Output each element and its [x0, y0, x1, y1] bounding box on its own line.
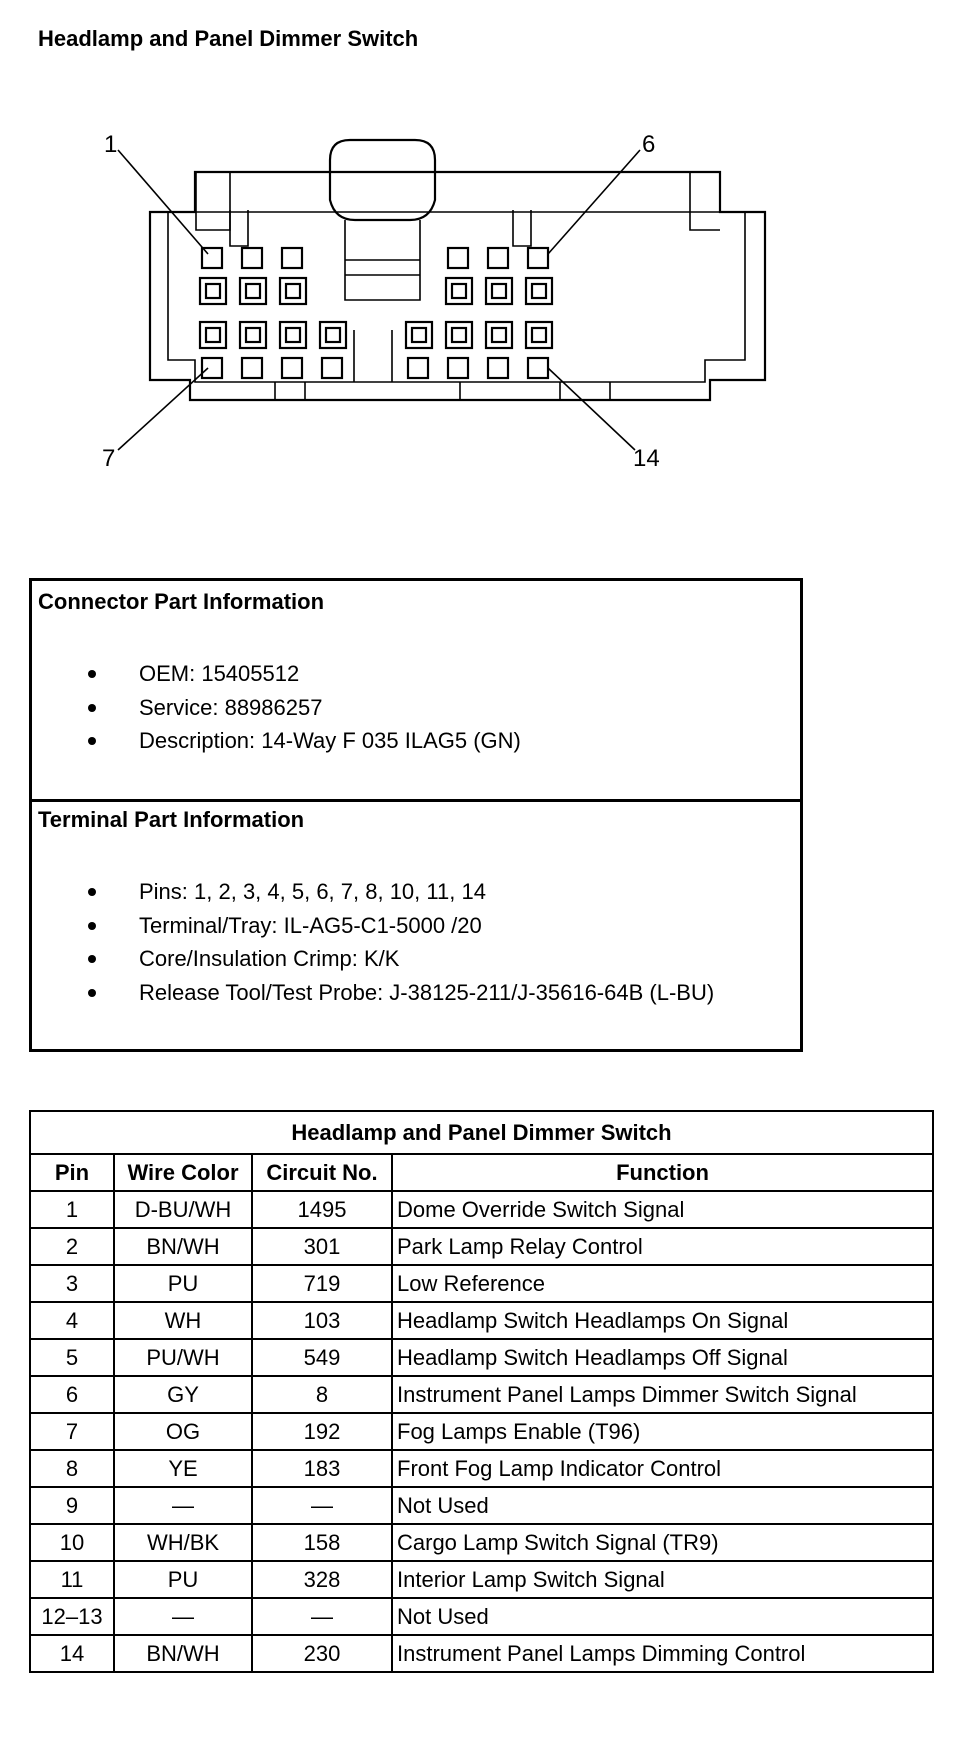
list-item-text: Core/Insulation Crimp: K/K: [139, 946, 400, 971]
bullet-icon: [88, 704, 96, 712]
list-item: [32, 661, 521, 695]
function-cell: Dome Override Switch Signal: [392, 1191, 933, 1228]
bullet-icon: [88, 989, 96, 997]
list-item: [32, 695, 521, 729]
callout-label: 14: [633, 445, 660, 472]
terminal-info-title: Terminal Part Information: [38, 807, 305, 832]
pin-cell: 14: [30, 1635, 114, 1672]
wire-color-cell: OG: [114, 1413, 252, 1450]
pin-cell: 1: [30, 1191, 114, 1228]
column-header: Function: [392, 1154, 933, 1191]
connector-info-section: [32, 581, 800, 802]
table-row: [30, 1302, 933, 1339]
connector-info-list: [32, 661, 521, 762]
table-row: [30, 1524, 933, 1561]
circuit-number-cell: 183: [252, 1450, 392, 1487]
table-row: [30, 1487, 933, 1524]
bullet-icon: [88, 955, 96, 963]
callout-label: 1: [104, 131, 118, 158]
list-item-text: Service: 88986257: [139, 694, 323, 720]
list-item-text: Description: 14-Way F 035 ILAG5 (GN): [139, 728, 521, 753]
function-cell: Park Lamp Relay Control: [392, 1228, 933, 1265]
connector-diagram: [0, 120, 960, 480]
page-title: Headlamp and Panel Dimmer Switch: [38, 26, 419, 51]
circuit-number-cell: 158: [252, 1524, 392, 1561]
function-cell: Instrument Panel Lamps Dimmer Switch Signal: [392, 1376, 933, 1413]
function-cell: Fog Lamps Enable (T96): [392, 1413, 933, 1450]
column-header: Circuit No.: [252, 1154, 392, 1191]
circuit-number-cell: 301: [252, 1228, 392, 1265]
circuit-number-cell: 8: [252, 1376, 392, 1413]
table-row: [30, 1265, 933, 1302]
bullet-icon: [88, 670, 96, 678]
pin-cell: 3: [30, 1265, 114, 1302]
pin-cell: 5: [30, 1339, 114, 1376]
table-row: [30, 1450, 933, 1487]
circuit-number-cell: 328: [252, 1561, 392, 1598]
wire-color-cell: PU: [114, 1561, 252, 1598]
function-cell: Front Fog Lamp Indicator Control: [392, 1450, 933, 1487]
wire-color-cell: PU: [114, 1265, 252, 1302]
list-item: [32, 946, 714, 980]
list-item-text: Pins: 1, 2, 3, 4, 5, 6, 7, 8, 10, 11, 14: [139, 879, 486, 904]
list-item-text: Release Tool/Test Probe: J-38125-211/J-35616-64B (L-BU): [139, 979, 715, 1005]
table-row: [30, 1598, 933, 1635]
table-row: [30, 1635, 933, 1672]
table-row: [30, 1376, 933, 1413]
wire-color-cell: BN/WH: [114, 1635, 252, 1672]
pin-cell: 10: [30, 1524, 114, 1561]
connector-info-title: Connector Part Information: [38, 589, 325, 614]
wire-color-cell: GY: [114, 1376, 252, 1413]
part-info-box: [29, 578, 803, 1052]
pin-cell: 9: [30, 1487, 114, 1524]
pin-cell: 8: [30, 1450, 114, 1487]
circuit-number-cell: 719: [252, 1265, 392, 1302]
list-item: [32, 879, 714, 913]
pin-cell: 7: [30, 1413, 114, 1450]
bullet-icon: [88, 737, 96, 745]
wire-color-cell: YE: [114, 1450, 252, 1487]
pin-cell: 6: [30, 1376, 114, 1413]
wire-color-cell: PU/WH: [114, 1339, 252, 1376]
pinout-table: [29, 1110, 934, 1673]
terminal-info-list: [32, 879, 714, 1013]
terminal-info-section: [32, 799, 800, 1049]
table-header-row: [30, 1154, 933, 1191]
function-cell: Not Used: [392, 1598, 933, 1635]
list-item-text: Terminal/Tray: IL-AG5-C1-5000 /20: [139, 912, 482, 938]
bullet-icon: [88, 888, 96, 896]
circuit-number-cell: 192: [252, 1413, 392, 1450]
list-item: [32, 980, 714, 1014]
table-title: Headlamp and Panel Dimmer Switch: [30, 1111, 933, 1154]
wire-color-cell: —: [114, 1598, 252, 1635]
wire-color-cell: WH: [114, 1302, 252, 1339]
function-cell: Headlamp Switch Headlamps On Signal: [392, 1302, 933, 1339]
circuit-number-cell: —: [252, 1598, 392, 1635]
table-row: [30, 1413, 933, 1450]
table-row: [30, 1191, 933, 1228]
table-row: [30, 1561, 933, 1598]
function-cell: Low Reference: [392, 1265, 933, 1302]
pin-cell: 12–13: [30, 1598, 114, 1635]
circuit-number-cell: 230: [252, 1635, 392, 1672]
pin-cell: 11: [30, 1561, 114, 1598]
pin-cell: 2: [30, 1228, 114, 1265]
wire-color-cell: —: [114, 1487, 252, 1524]
column-header: Pin: [30, 1154, 114, 1191]
function-cell: Instrument Panel Lamps Dimming Control: [392, 1635, 933, 1672]
table-row: [30, 1228, 933, 1265]
function-cell: Headlamp Switch Headlamps Off Signal: [392, 1339, 933, 1376]
wire-color-cell: BN/WH: [114, 1228, 252, 1265]
list-item: [32, 728, 521, 762]
circuit-number-cell: 549: [252, 1339, 392, 1376]
circuit-number-cell: 1495: [252, 1191, 392, 1228]
column-header: Wire Color: [114, 1154, 252, 1191]
list-item-text: OEM: 15405512: [139, 661, 300, 686]
function-cell: Interior Lamp Switch Signal: [392, 1561, 933, 1598]
circuit-number-cell: 103: [252, 1302, 392, 1339]
table-row: [30, 1339, 933, 1376]
callout-label: 6: [642, 131, 656, 158]
circuit-number-cell: —: [252, 1487, 392, 1524]
wire-color-cell: WH/BK: [114, 1524, 252, 1561]
pin-cell: 4: [30, 1302, 114, 1339]
callout-label: 7: [102, 445, 116, 472]
function-cell: Cargo Lamp Switch Signal (TR9): [392, 1524, 933, 1561]
function-cell: Not Used: [392, 1487, 933, 1524]
bullet-icon: [88, 922, 96, 930]
list-item: [32, 913, 714, 947]
wire-color-cell: D-BU/WH: [114, 1191, 252, 1228]
